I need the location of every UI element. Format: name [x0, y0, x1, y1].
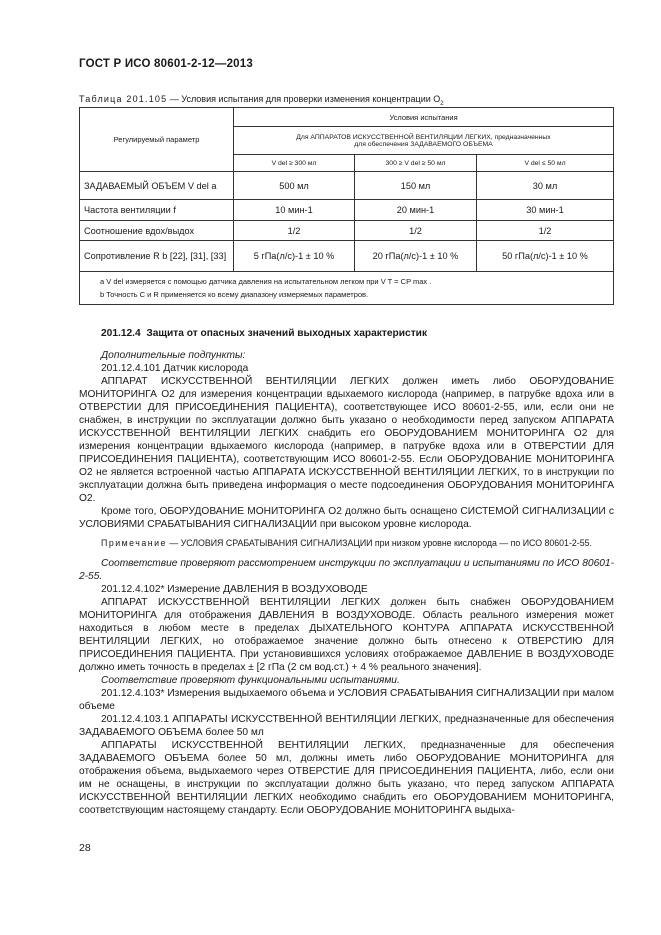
- note-text: — УСЛОВИЯ СРАБАТЫВАНИЯ СИГНАЛИЗАЦИИ при низком уровне кислорода — по ИСО 80601-2-55.: [166, 538, 592, 548]
- table-cell: 1/2: [477, 221, 614, 241]
- subclause-exhaled-volume: 201.12.4.103* Измерения выдыхаемого объема и УСЛОВИЯ СРАБАТЫВАНИЯ СИГНАЛИЗАЦИИ при малом объеме: [79, 688, 614, 712]
- section-number: 201.12.4: [101, 328, 141, 339]
- col-header-3: V del ≤ 50 мл: [477, 155, 614, 172]
- table-footnotes: [80, 272, 614, 305]
- table-caption-number: Таблица 201.105: [79, 94, 168, 104]
- apparatus-header-line1: Для АППАРАТОВ ИСКУССТВЕННОЙ ВЕНТИЛЯЦИИ ЛЕГКИХ, предназначенных: [296, 133, 551, 141]
- page-number: 28: [79, 842, 91, 854]
- paragraph: АППАРАТЫ ИСКУССТВЕННОЙ ВЕНТИЛЯЦИИ ЛЕГКИХ, предназначенные для обеспечения ЗАДАВАЕМОГО ОБЪЕМА более 50 мл, должны иметь либо ОБОРУДОВАНИЕ МОНИТОРИНГА для отображения объема, выдыхаемого через ОТВЕРСТИЕ ДЛЯ ПРИСОЕДИНЕНИЯ ПАЦИЕНТА, либо, если они им не оснащены, в инструкции по эксплуатации должно быть указано, что перед запуском АППАРАТА ИСКУССТВЕННОЙ ВЕНТИЛЯЦИИ ЛЕГКИХ необходимо снабдить его ОБОРУДОВАНИЕМ МОНИТОРИНГА, соответствующим настоящему стандарту. Если ОБОРУДОВАНИЕ МОНИТОРИНГА выдыха-: [79, 740, 614, 816]
- additional-subclauses: Дополнительные подпункты:: [101, 350, 246, 361]
- conditions-header: Условия испытания: [234, 108, 614, 127]
- table-caption-sub: 2: [440, 100, 444, 107]
- compliance-text: Соответствие проверяют функциональными испытаниями.: [101, 675, 400, 686]
- document-body: [79, 327, 614, 817]
- table-cell: 20 мин-1: [355, 200, 477, 221]
- document-header: ГОСТ Р ИСО 80601-2-12—2013: [79, 58, 253, 70]
- section-heading: [79, 327, 614, 340]
- test-conditions-table: [79, 107, 614, 305]
- apparatus-header: [234, 127, 614, 155]
- table-cell: 1/2: [234, 221, 355, 241]
- row-label-volume: ЗАДАВАЕМЫЙ ОБЪЕМ V del a: [80, 172, 234, 200]
- footnote-b: b Точность C и R применяется ко всему диапазону измеряемых параметров.: [100, 290, 369, 299]
- param-header: Регулируемый параметр: [80, 108, 234, 172]
- footnote-a: a V del измеряется с помощью датчика давления на испытательном легком при V T = CP max .: [100, 277, 432, 286]
- table-cell: 50 гПа(л/с)-1 ± 10 %: [477, 241, 614, 272]
- subclause-over-50ml: 201.12.4.103.1 АППАРАТЫ ИСКУССТВЕННОЙ ВЕНТИЛЯЦИИ ЛЕГКИХ, предназначенные для обеспечения ЗАДАВАЕМОГО ОБЪЕМА более 50 мл: [79, 714, 614, 738]
- table-cell: 5 гПа(л/с)-1 ± 10 %: [234, 241, 355, 272]
- row-label-frequency: Частота вентиляции f: [80, 200, 234, 221]
- row-label-ratio: Соотношение вдох/выдох: [80, 221, 234, 241]
- row-label-resistance: Сопротивление R b [22], [31], [33]: [80, 241, 234, 272]
- table-cell: 150 мл: [355, 172, 477, 200]
- subclause-oxygen-sensor: 201.12.4.101 Датчик кислорода: [101, 363, 249, 374]
- col-header-2: 300 ≥ V del ≥ 50 мл: [355, 155, 477, 172]
- paragraph: Кроме того, ОБОРУДОВАНИЕ МОНИТОРИНГА O2 должно быть оснащено СИСТЕМОЙ СИГНАЛИЗАЦИИ с УСЛОВИЯМИ СРАБАТЫВАНИЯ СИГНАЛИЗАЦИИ при высоком уровне кислорода.: [79, 506, 614, 530]
- subclause-airway-pressure: 201.12.4.102* Измерение ДАВЛЕНИЯ В ВОЗДУХОВОДЕ: [101, 584, 368, 595]
- paragraph: АППАРАТ ИСКУССТВЕННОЙ ВЕНТИЛЯЦИИ ЛЕГКИХ должен быть снабжен ОБОРУДОВАНИЕМ МОНИТОРИНГА для отображения ДАВЛЕНИЯ В ВОЗДУХОВОДЕ. Область реального измерения может находиться в любом месте в пределах ДЫХАТЕЛЬНОГО КОНТУРА АППАРАТА ИСКУССТВЕННОЙ ВЕНТИЛЯЦИИ ЛЕГКИХ, но отображаемое значение должно быть отнесено к ОТВЕРСТИЮ ДЛЯ ПРИСОЕДИНЕНИЯ ПАЦИЕНТА. При установившихся условиях отображаемое ДАВЛЕНИЕ В ВОЗДУХОВОДЕ должно иметь точность в пределах ± [2 гПа (2 см вод.ст.) + 4 % реального значения].: [79, 597, 614, 673]
- apparatus-header-line2: для обеспечения ЗАДАВАЕМОГО ОБЪЕМА: [354, 140, 493, 148]
- table-cell: 30 мин-1: [477, 200, 614, 221]
- table-cell: 10 мин-1: [234, 200, 355, 221]
- table-cell: 1/2: [355, 221, 477, 241]
- compliance-text: Соответствие проверяют рассмотрением инструкции по эксплуатации и испытаниями по ИСО 80601-2-55.: [79, 558, 614, 582]
- col-header-1: V del ≥ 300 мл: [234, 155, 355, 172]
- table-cell: 20 гПа(л/с)-1 ± 10 %: [355, 241, 477, 272]
- paragraph: АППАРАТ ИСКУССТВЕННОЙ ВЕНТИЛЯЦИИ ЛЕГКИХ должен иметь либо ОБОРУДОВАНИЕ МОНИТОРИНГА O2 для измерения концентрации вдыхаемого кислорода (например, в патрубке вдоха или в ОТВЕРСТИИ ДЛЯ ПРИСОЕДИНЕНИЯ ПАЦИЕНТА), соответствующее ИСО 80601-2-55, или, если они не снабжен, в инструкции по эксплуатации должно быть указано о необходимости перед запуском АППАРАТА ИСКУССТВЕННОЙ ВЕНТИЛЯЦИИ ЛЕГКИХ снабдить его ОБОРУДОВАНИЕМ МОНИТОРИНГА O2 для измерения концентрации вдыхаемого кислорода (например, в патрубке вдоха или в ОТВЕРСТИИ ДЛЯ ПРИСОЕДИНЕНИЯ ПАЦИЕНТА), соответствующим ИСО 80601-2-55. Если ОБОРУДОВАНИЕ МОНИТОРИНГА O2 не является встроенной частью АППАРАТА ИСКУССТВЕННОЙ ВЕНТИЛЯЦИИ ЛЕГКИХ, то в инструкции по эксплуатации должна быть приведена информация о месте подсоединения ОБОРУДОВАНИЯ МОНИТОРИНГА O2.: [79, 376, 614, 504]
- note-label: Примечание: [101, 538, 167, 548]
- table-cell: 30 мл: [477, 172, 614, 200]
- table-cell: 500 мл: [234, 172, 355, 200]
- section-title: Защита от опасных значений выходных характеристик: [146, 328, 428, 339]
- table-caption: [79, 94, 444, 107]
- table-caption-text: — Условия испытания для проверки изменения концентрации O: [167, 94, 441, 104]
- note: [79, 537, 614, 549]
